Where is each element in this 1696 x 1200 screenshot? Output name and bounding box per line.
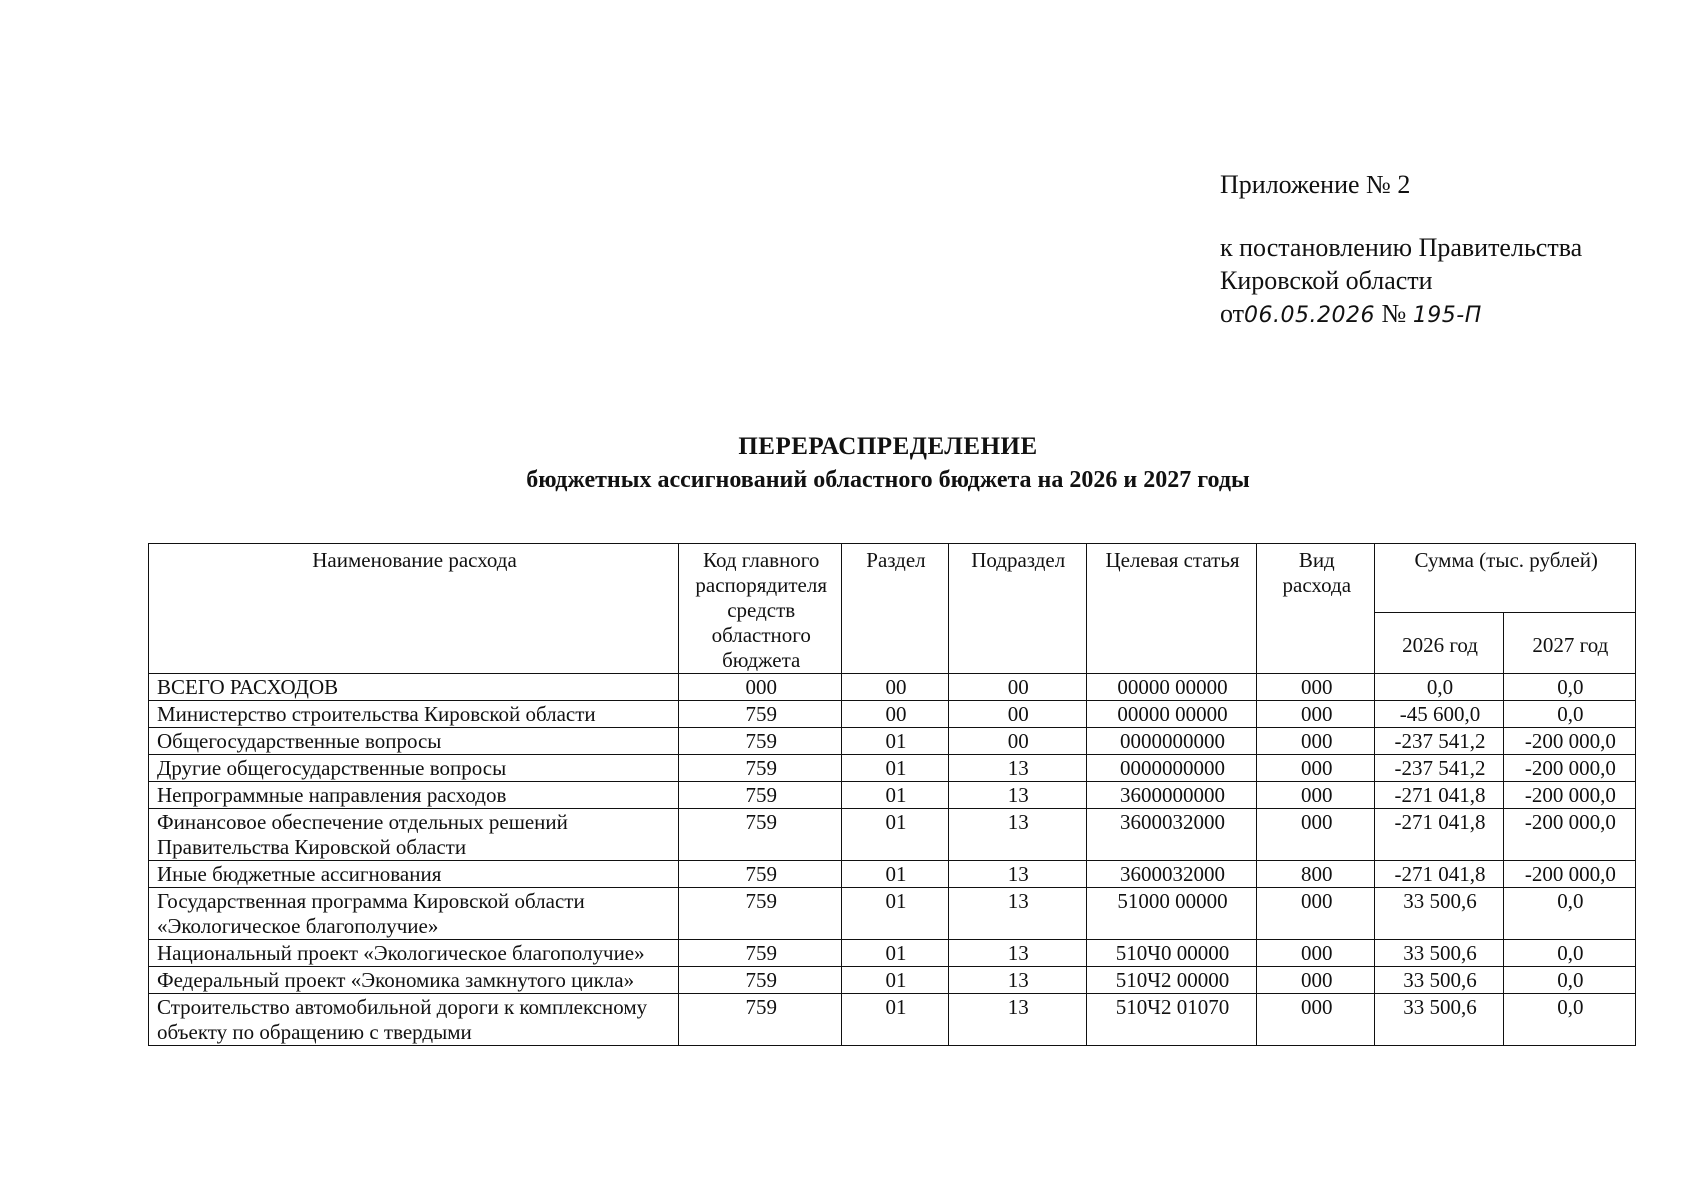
title-main: ПЕРЕРАСПРЕДЕЛЕНИЕ (738, 433, 1038, 460)
cell-2027: 0,0 (1503, 888, 1635, 940)
cell-2027: 0,0 (1503, 940, 1635, 967)
cell-2026: 0,0 (1375, 674, 1503, 701)
cell-section: 01 (842, 782, 948, 809)
table-row (149, 701, 1636, 728)
cell-subsection: 00 (948, 674, 1086, 701)
date-value: 06.05.2026 (1244, 303, 1375, 328)
cell-type: 000 (1257, 728, 1375, 755)
cell-2026: -271 041,8 (1375, 809, 1503, 861)
cell-section: 01 (842, 755, 948, 782)
cell-2026: -45 600,0 (1375, 701, 1503, 728)
cell-name: Строительство автомобильной дороги к комплексному объекту по обращению с твердыми (149, 994, 679, 1046)
cell-2027: 0,0 (1503, 994, 1635, 1046)
cell-subsection: 13 (948, 782, 1086, 809)
header-name: Наименование расхода (149, 544, 679, 674)
cell-code: 759 (679, 809, 842, 861)
cell-name: Государственная программа Кировской области «Экологическое благополучие» (149, 888, 679, 940)
header-sum: Сумма (тыс. рублей) (1375, 544, 1636, 613)
cell-target: 510Ч0 00000 (1086, 940, 1256, 967)
cell-2026: 33 500,6 (1375, 967, 1503, 994)
cell-section: 00 (842, 701, 948, 728)
cell-target: 510Ч2 01070 (1086, 994, 1256, 1046)
cell-section: 01 (842, 967, 948, 994)
cell-code: 759 (679, 701, 842, 728)
cell-2027: -200 000,0 (1503, 861, 1635, 888)
header-section: Раздел (842, 544, 948, 674)
cell-code: 759 (679, 861, 842, 888)
date-prefix: от (1220, 299, 1245, 328)
appendix-line-1: к постановлению Правительства (1220, 233, 1583, 262)
number-value: 195-П (1412, 303, 1482, 328)
cell-2026: 33 500,6 (1375, 888, 1503, 940)
cell-code: 759 (679, 994, 842, 1046)
cell-type: 000 (1257, 994, 1375, 1046)
cell-name: Министерство строительства Кировской области (149, 701, 679, 728)
cell-type: 000 (1257, 967, 1375, 994)
appendix-block (1220, 168, 1582, 332)
header-subsection: Подраздел (948, 544, 1086, 674)
cell-subsection: 13 (948, 888, 1086, 940)
cell-type: 800 (1257, 861, 1375, 888)
cell-type: 000 (1257, 755, 1375, 782)
cell-section: 01 (842, 728, 948, 755)
cell-name: Непрограммные направления расходов (149, 782, 679, 809)
cell-subsection: 13 (948, 967, 1086, 994)
table-row (149, 994, 1636, 1046)
number-prefix: № (1381, 299, 1407, 328)
table-row (149, 755, 1636, 782)
cell-2027: -200 000,0 (1503, 782, 1635, 809)
cell-code: 000 (679, 674, 842, 701)
cell-target: 51000 00000 (1086, 888, 1256, 940)
header-2027: 2027 год (1503, 613, 1635, 674)
cell-target: 3600032000 (1086, 809, 1256, 861)
document-title (0, 430, 1696, 496)
cell-target: 3600032000 (1086, 861, 1256, 888)
cell-code: 759 (679, 888, 842, 940)
table-row (149, 728, 1636, 755)
cell-name: Национальный проект «Экологическое благополучие» (149, 940, 679, 967)
cell-section: 01 (842, 888, 948, 940)
cell-subsection: 13 (948, 755, 1086, 782)
cell-target: 0000000000 (1086, 728, 1256, 755)
cell-type: 000 (1257, 701, 1375, 728)
cell-name: Общегосударственные вопросы (149, 728, 679, 755)
cell-type: 000 (1257, 674, 1375, 701)
appendix-date-line (1220, 297, 1582, 332)
cell-type: 000 (1257, 888, 1375, 940)
cell-subsection: 00 (948, 728, 1086, 755)
cell-code: 759 (679, 782, 842, 809)
cell-2027: -200 000,0 (1503, 755, 1635, 782)
cell-2026: -237 541,2 (1375, 728, 1503, 755)
cell-name: Федеральный проект «Экономика замкнутого цикла» (149, 967, 679, 994)
cell-name: ВСЕГО РАСХОДОВ (149, 674, 679, 701)
table-body (149, 674, 1636, 1046)
table-row (149, 674, 1636, 701)
cell-section: 01 (842, 994, 948, 1046)
header-code: Код главного распорядителя средств областного бюджета (679, 544, 842, 674)
cell-2027: -200 000,0 (1503, 809, 1635, 861)
cell-2026: 33 500,6 (1375, 994, 1503, 1046)
appendix-line-2: Кировской области (1220, 266, 1433, 295)
cell-target: 00000 00000 (1086, 674, 1256, 701)
cell-target: 510Ч2 00000 (1086, 967, 1256, 994)
cell-section: 00 (842, 674, 948, 701)
cell-section: 01 (842, 861, 948, 888)
cell-subsection: 13 (948, 861, 1086, 888)
table-row (149, 888, 1636, 940)
cell-2027: 0,0 (1503, 967, 1635, 994)
cell-subsection: 13 (948, 994, 1086, 1046)
header-row (149, 544, 1636, 613)
cell-target: 0000000000 (1086, 755, 1256, 782)
budget-table (148, 543, 1636, 1046)
cell-2026: 33 500,6 (1375, 940, 1503, 967)
appendix-number: Приложение № 2 (1220, 170, 1411, 199)
header-target: Целевая статья (1086, 544, 1256, 674)
cell-subsection: 13 (948, 809, 1086, 861)
cell-code: 759 (679, 755, 842, 782)
title-sub: бюджетных ассигнований областного бюджета на 2026 и 2027 годы (526, 467, 1250, 493)
cell-2026: -271 041,8 (1375, 782, 1503, 809)
cell-name: Финансовое обеспечение отдельных решений Правительства Кировской области (149, 809, 679, 861)
table-row (149, 782, 1636, 809)
cell-subsection: 13 (948, 940, 1086, 967)
cell-section: 01 (842, 940, 948, 967)
cell-target: 3600000000 (1086, 782, 1256, 809)
cell-name: Иные бюджетные ассигнования (149, 861, 679, 888)
table-row (149, 967, 1636, 994)
header-type: Вид расхода (1257, 544, 1375, 674)
cell-2027: -200 000,0 (1503, 728, 1635, 755)
cell-name: Другие общегосударственные вопросы (149, 755, 679, 782)
cell-section: 01 (842, 809, 948, 861)
cell-2026: -271 041,8 (1375, 861, 1503, 888)
cell-2026: -237 541,2 (1375, 755, 1503, 782)
table-row (149, 809, 1636, 861)
cell-code: 759 (679, 728, 842, 755)
cell-code: 759 (679, 967, 842, 994)
cell-subsection: 00 (948, 701, 1086, 728)
table-row (149, 861, 1636, 888)
table-row (149, 940, 1636, 967)
cell-target: 00000 00000 (1086, 701, 1256, 728)
header-2026: 2026 год (1375, 613, 1503, 674)
cell-2027: 0,0 (1503, 701, 1635, 728)
cell-2027: 0,0 (1503, 674, 1635, 701)
cell-type: 000 (1257, 782, 1375, 809)
cell-code: 759 (679, 940, 842, 967)
cell-type: 000 (1257, 940, 1375, 967)
cell-type: 000 (1257, 809, 1375, 861)
